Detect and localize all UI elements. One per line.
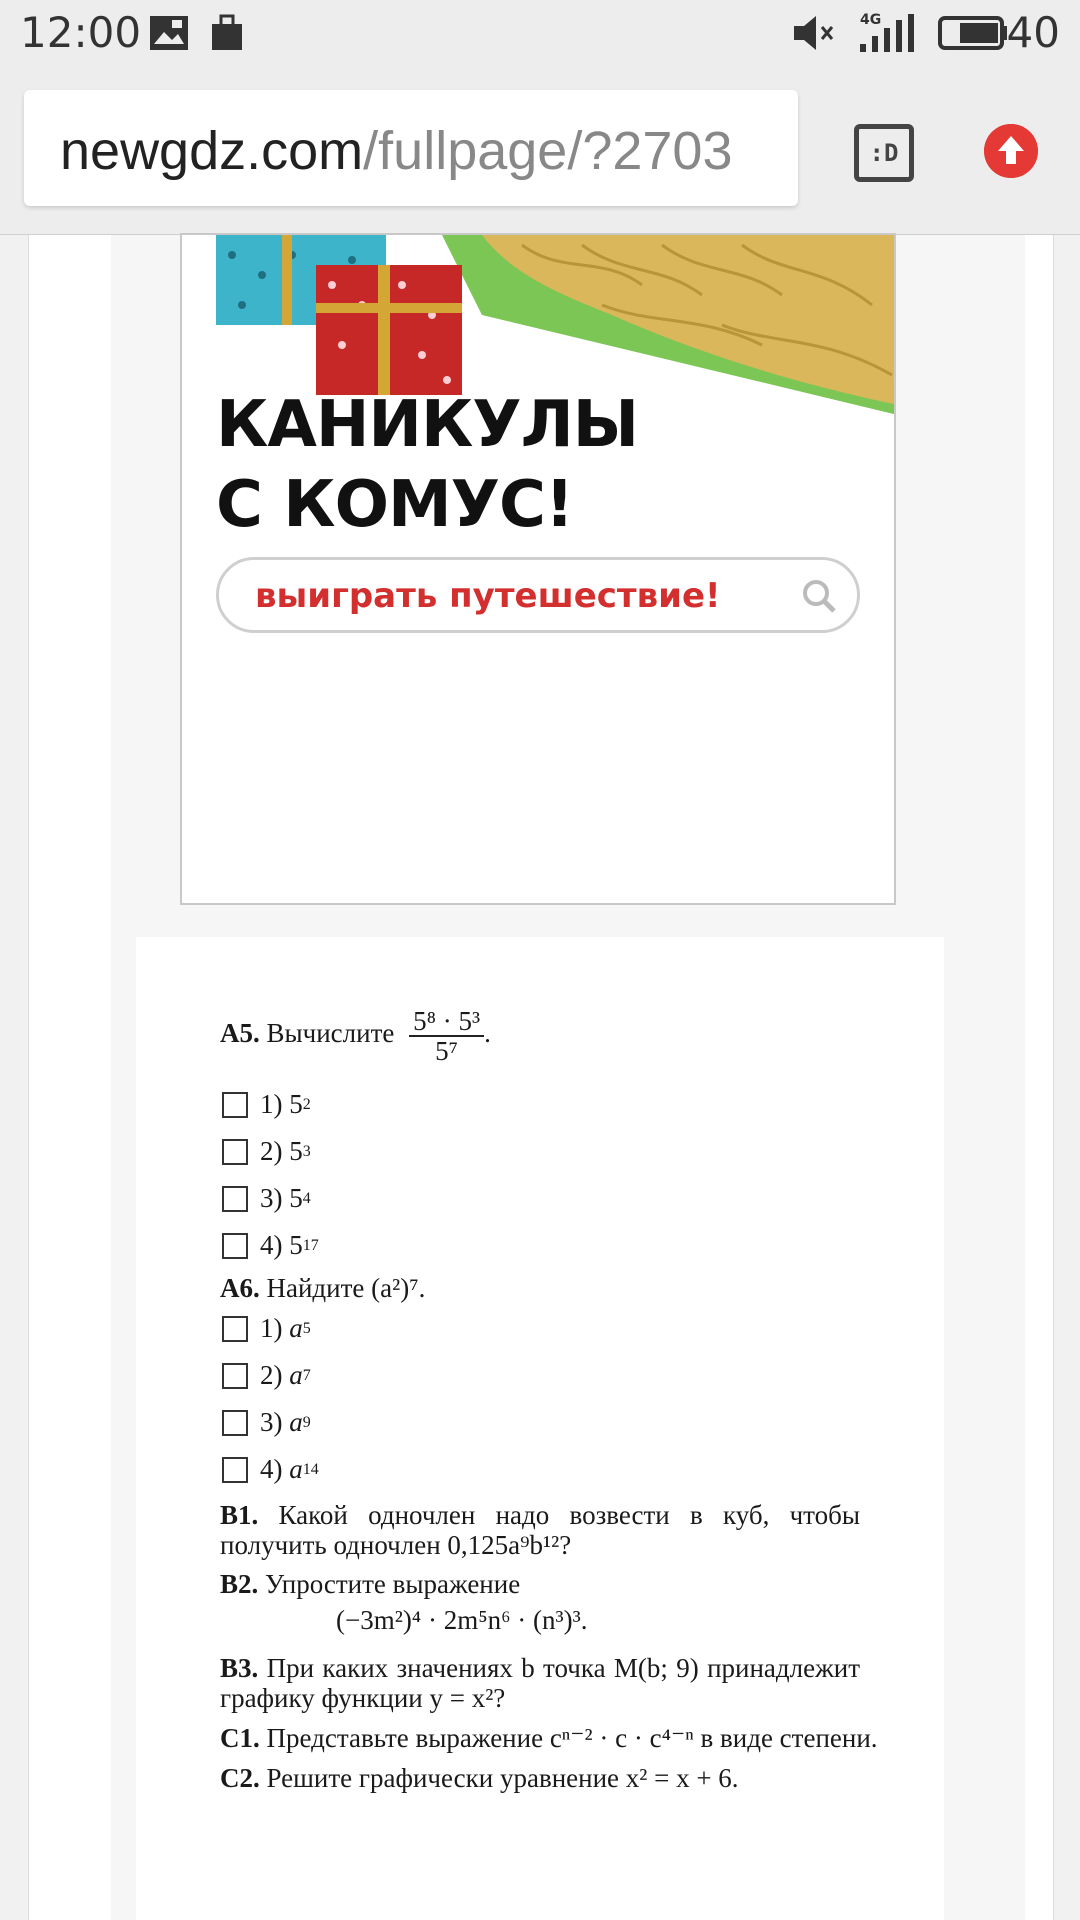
option-exponent: 3 <box>302 1142 311 1160</box>
checkbox[interactable] <box>222 1363 248 1389</box>
question-id: В1. <box>220 1500 259 1530</box>
option-number: 1) <box>260 1089 283 1119</box>
answer-option[interactable] <box>222 1454 319 1485</box>
option-number: 4) <box>260 1230 283 1260</box>
signal-icon <box>858 14 914 54</box>
option-exponent: 17 <box>302 1236 319 1254</box>
status-bar <box>0 0 1080 66</box>
option-number: 2) <box>260 1360 283 1390</box>
ad-search-text: выиграть путешествие! <box>255 576 721 616</box>
clock: 12:00 <box>20 8 142 57</box>
battery-level: 40 <box>1006 8 1060 57</box>
checkbox[interactable] <box>222 1186 248 1212</box>
browser-toolbar <box>0 66 1080 235</box>
upload-icon[interactable] <box>984 124 1038 178</box>
tabs-button[interactable]: :D <box>854 124 914 182</box>
option-base: 5 <box>289 1136 303 1166</box>
image-icon <box>148 14 190 52</box>
checkbox[interactable] <box>222 1316 248 1342</box>
option-number: 4) <box>260 1454 283 1484</box>
checkbox[interactable] <box>222 1410 248 1436</box>
question-id: В2. <box>220 1569 259 1599</box>
question-a5 <box>220 1007 491 1065</box>
question-id: А6. <box>220 1273 260 1303</box>
network-type: 4G <box>860 12 882 28</box>
url-host: newgdz.com <box>60 121 364 181</box>
option-exponent: 4 <box>302 1189 311 1207</box>
question-c1 <box>220 1723 878 1753</box>
mute-icon <box>792 14 836 52</box>
ad-search-box[interactable] <box>216 557 860 633</box>
question-id: С1. <box>220 1723 260 1753</box>
fraction-numerator: 5⁸ · 5³ <box>409 1007 484 1037</box>
answer-option[interactable] <box>222 1360 311 1391</box>
answer-option[interactable] <box>222 1089 311 1120</box>
option-number: 3) <box>260 1407 283 1437</box>
checkbox[interactable] <box>222 1233 248 1259</box>
answer-option[interactable] <box>222 1183 311 1214</box>
expression: (−3m²)⁴ · 2m⁵n⁶ · (n³)³. <box>336 1605 588 1635</box>
answer-option[interactable] <box>222 1230 319 1261</box>
ad-banner[interactable] <box>180 233 896 905</box>
option-base: a <box>289 1313 303 1343</box>
question-text: Решите графически уравнение x² = x + 6. <box>266 1763 739 1793</box>
question-b1 <box>220 1500 860 1560</box>
answer-option[interactable] <box>222 1407 311 1438</box>
option-base: a <box>289 1454 303 1484</box>
option-number: 2) <box>260 1136 283 1166</box>
option-base: 5 <box>289 1089 303 1119</box>
question-id: С2. <box>220 1763 260 1793</box>
worksheet-image <box>136 937 944 1920</box>
ad-headline: КАНИКУЛЫ С КОМУС! <box>216 388 639 542</box>
search-icon <box>801 578 837 614</box>
question-text: Какой одночлен надо возвести в куб, чтобы получить одночлен 0,125a⁹b¹²? <box>220 1500 860 1560</box>
checkbox[interactable] <box>222 1139 248 1165</box>
option-base: 5 <box>289 1183 303 1213</box>
question-b2 <box>220 1569 520 1599</box>
question-text: Найдите (a²)⁷. <box>266 1273 426 1303</box>
question-text: Вычислите <box>266 1018 395 1049</box>
checkbox[interactable] <box>222 1092 248 1118</box>
url-path: /fullpage/?2703 <box>363 121 733 181</box>
option-base: 5 <box>289 1230 303 1260</box>
battery-icon <box>938 14 1008 52</box>
period: . <box>484 1018 491 1049</box>
option-exponent: 9 <box>302 1413 311 1431</box>
question-c2 <box>220 1763 739 1793</box>
question-id: А5. <box>220 1018 260 1049</box>
question-text: Представьте выражение cⁿ⁻² · c · c⁴⁻ⁿ в виде степени. <box>266 1723 878 1753</box>
question-text: Упростите выражение <box>265 1569 521 1599</box>
option-base: a <box>289 1407 303 1437</box>
url-bar[interactable] <box>24 90 798 206</box>
option-number: 3) <box>260 1183 283 1213</box>
fraction-denominator: 5⁷ <box>435 1036 459 1066</box>
url-text <box>60 120 732 182</box>
page-content[interactable] <box>0 235 1080 1920</box>
option-exponent: 5 <box>302 1319 311 1337</box>
option-exponent: 7 <box>302 1366 311 1384</box>
option-exponent: 2 <box>302 1095 311 1113</box>
answer-option[interactable] <box>222 1313 311 1344</box>
fraction <box>409 1007 484 1065</box>
option-exponent: 14 <box>302 1460 319 1478</box>
question-text: При каких значениях b точка M(b; 9) принадлежит графику функции y = x²? <box>220 1653 861 1713</box>
answer-option[interactable] <box>222 1136 311 1167</box>
question-id: В3. <box>220 1653 259 1683</box>
option-number: 1) <box>260 1313 283 1343</box>
question-a6 <box>220 1273 425 1303</box>
briefcase-icon <box>210 14 244 52</box>
question-b3 <box>220 1653 860 1713</box>
checkbox[interactable] <box>222 1457 248 1483</box>
option-base: a <box>289 1360 303 1390</box>
